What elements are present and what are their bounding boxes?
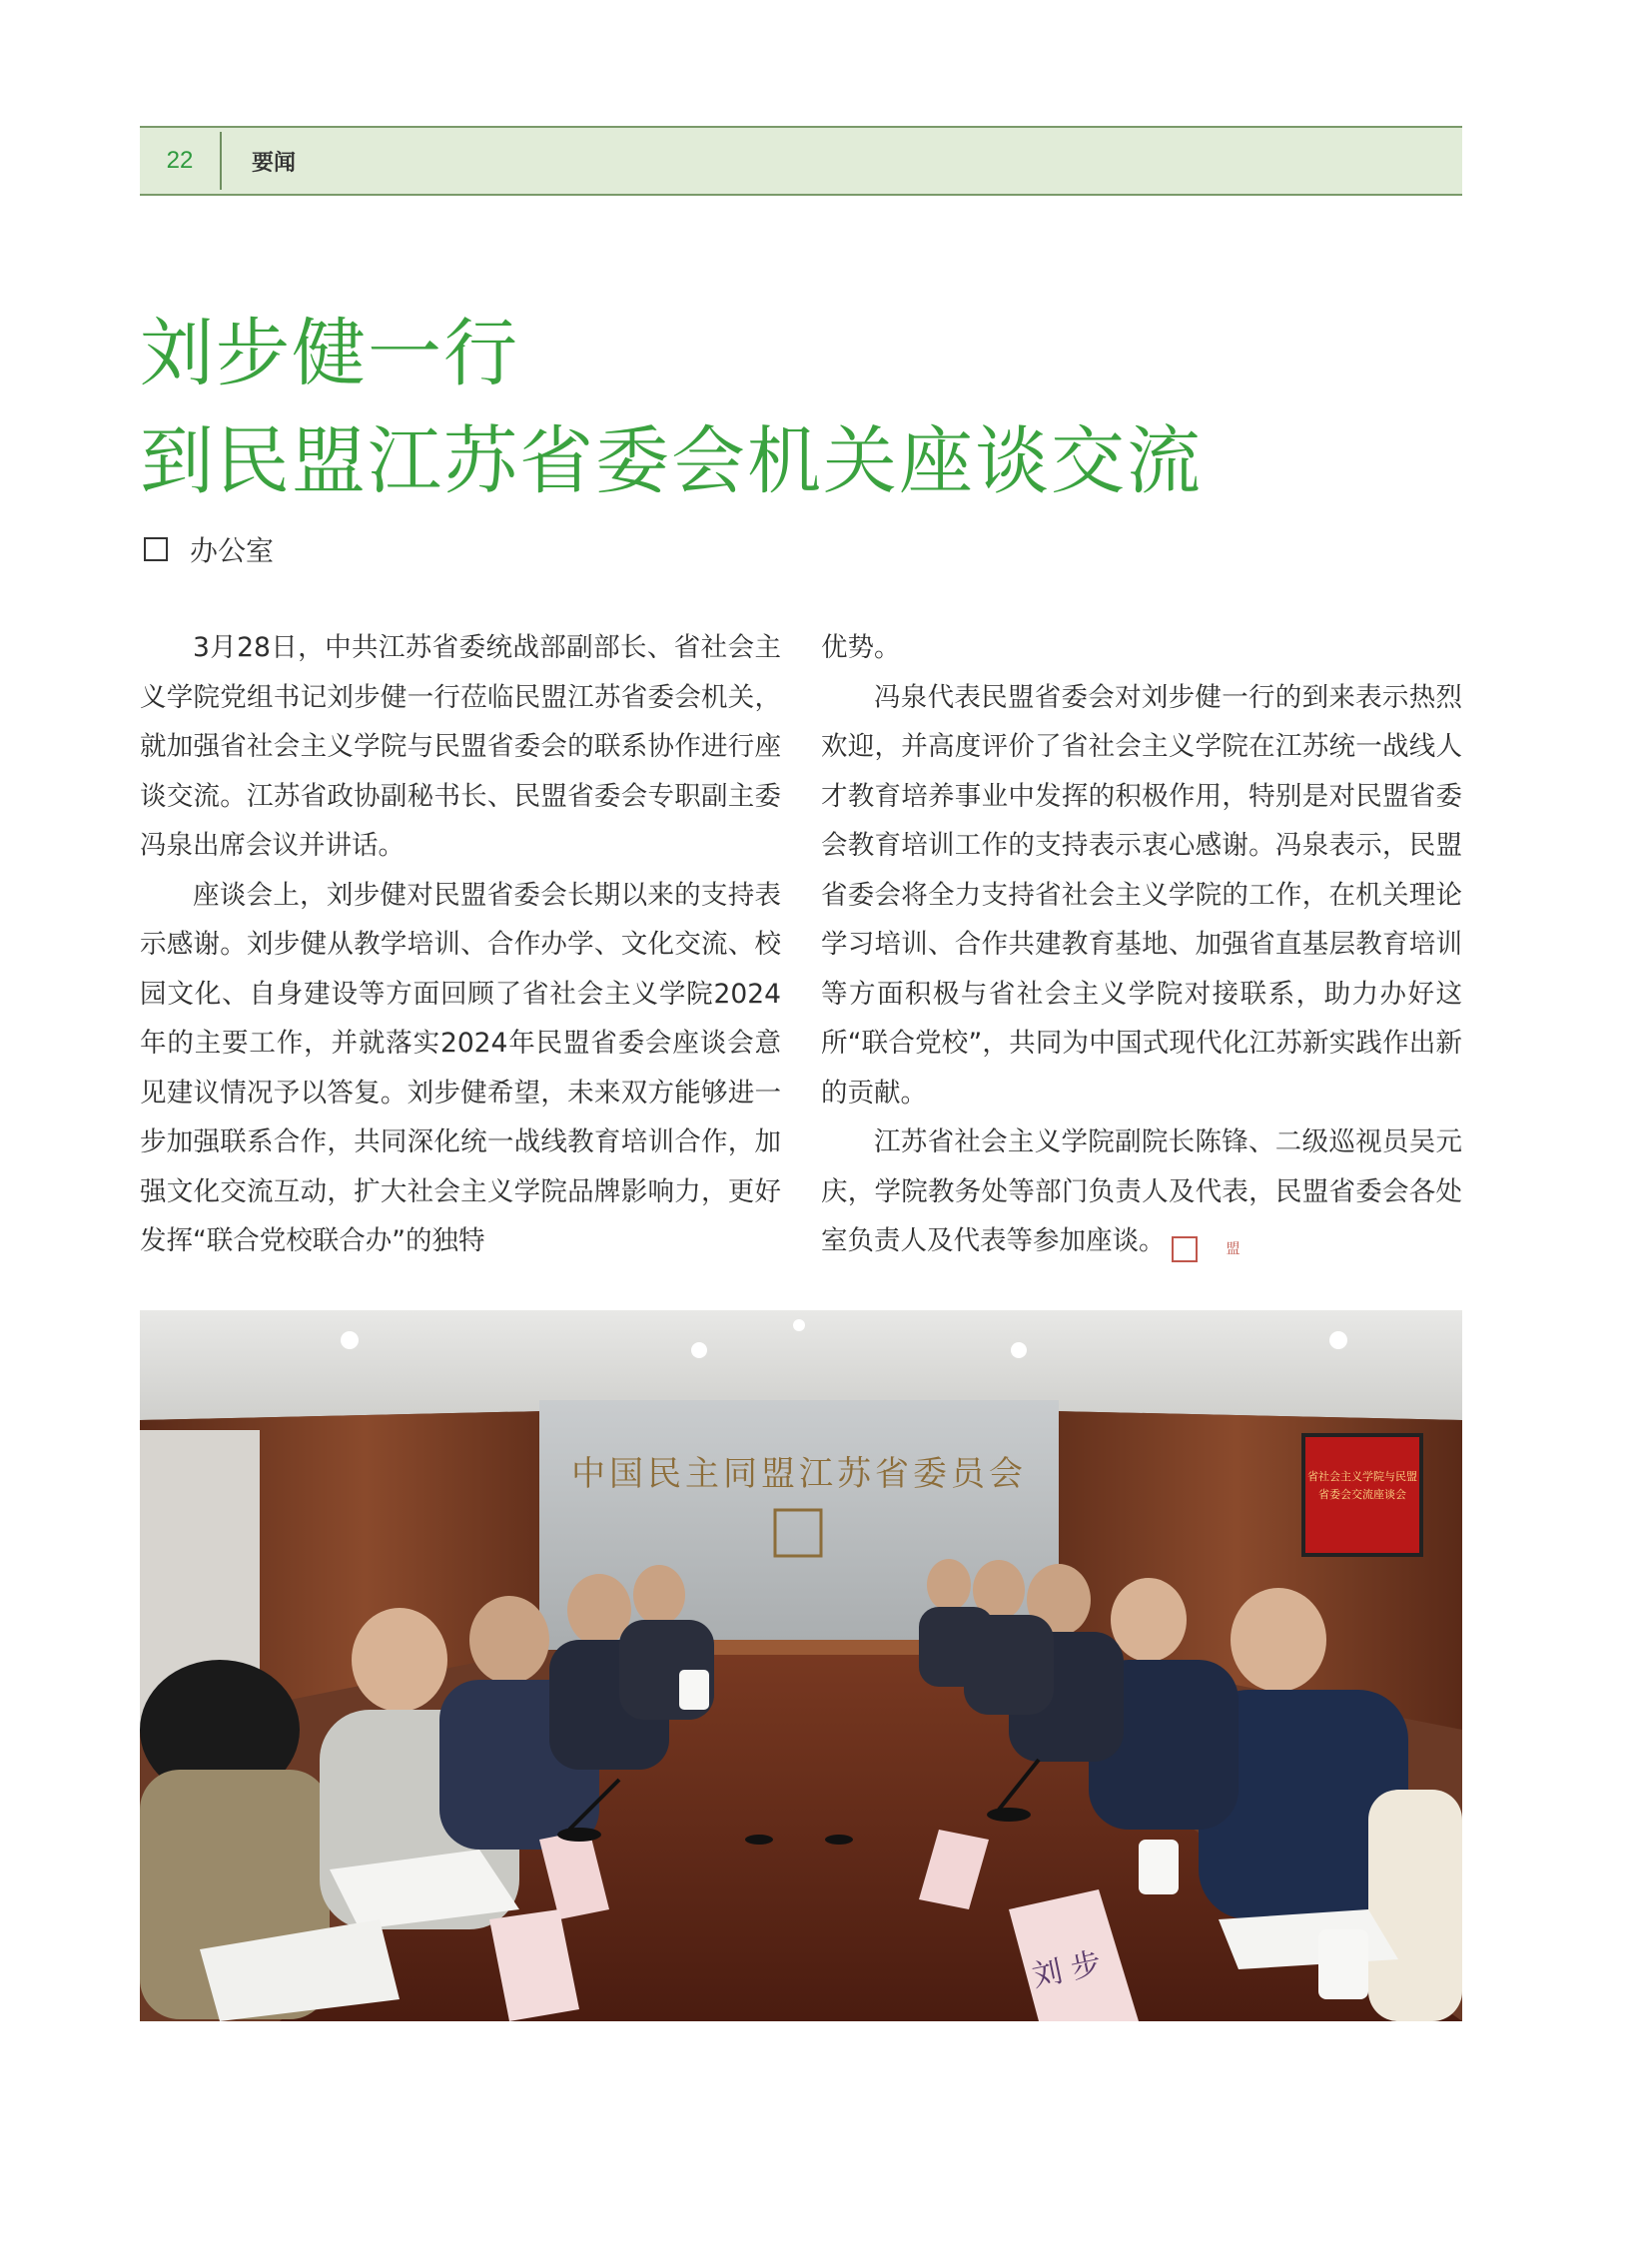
- paragraph: 3月28日，中共江苏省委统战部副部长、省社会主义学院党组书记刘步健一行莅临民盟江苏省委会机关，就加强省社会主义学院与民盟省委会的联系协作进行座谈交流。江苏省政协副秘书长、民盟省委会专职副主委冯泉出席会议并讲话。: [140, 632, 781, 861]
- screen-line-1: 省社会主义学院与民盟: [1307, 1470, 1417, 1483]
- wall-sign: 中国民主同盟江苏省委员会: [571, 1454, 1027, 1494]
- article-title: [140, 300, 1478, 515]
- end-mark-icon: 盟: [1172, 1236, 1198, 1262]
- title-line-1: 刘步健一行: [140, 311, 519, 396]
- page-number: 22: [166, 147, 194, 174]
- header-divider: [220, 132, 222, 190]
- title-line-2: 到民盟江苏省委会机关座谈交流: [140, 418, 1203, 504]
- paragraph: 座谈会上，刘步健对民盟省委会长期以来的支持表示感谢。刘步健从教学培训、合作办学、文化交流、校园文化、自身建设等方面回顾了省社会主义学院2024年的主要工作，并就落实2024年民盟省委会座谈会意见建议情况予以答复。刘步健希望，未来双方能够进一步加强联系合作，共同深化统一战线教育培训合作，加强文化交流互动，扩大社会主义学院品牌影响力，更好发挥“联合党校联合办”的独特: [140, 879, 781, 1256]
- square-icon: [144, 537, 168, 561]
- paragraph-text: 江苏省社会主义学院副院长陈锋、二级巡视员吴元庆，学院教务处等部门负责人及代表，民盟省委会各处室负责人及代表等参加座谈。: [821, 1126, 1462, 1256]
- nameplate-text: 刘 步: [1029, 1945, 1105, 1995]
- section-label: 要闻: [252, 149, 297, 176]
- paragraph-continuation: 优势。: [821, 632, 901, 663]
- text-column-right: [821, 623, 1462, 1266]
- paragraph: [821, 1118, 1462, 1266]
- screen-line-2: 省委会交流座谈会: [1318, 1488, 1406, 1501]
- paragraph: 冯泉代表民盟省委会对刘步健一行的到来表示热烈欢迎，并高度评价了省社会主义学院在江苏统一战线人才教育培养事业中发挥的积极作用，特别是对民盟省委会教育培训工作的支持表示衷心感谢。冯泉表示，民盟省委会将全力支持省社会主义学院的工作，在机关理论学习培训、合作共建教育基地、加强省直基层教育培训等方面积极与省社会主义学院对接联系，助力办好这所“联合党校”，共同为中国式现代化江苏新实践作出新的贡献。: [821, 681, 1462, 1109]
- byline-author: 办公室: [190, 534, 275, 567]
- meeting-photo: [140, 1310, 1462, 2021]
- page-header: [140, 126, 1462, 196]
- text-column-left: [140, 623, 781, 1266]
- byline: [144, 529, 274, 569]
